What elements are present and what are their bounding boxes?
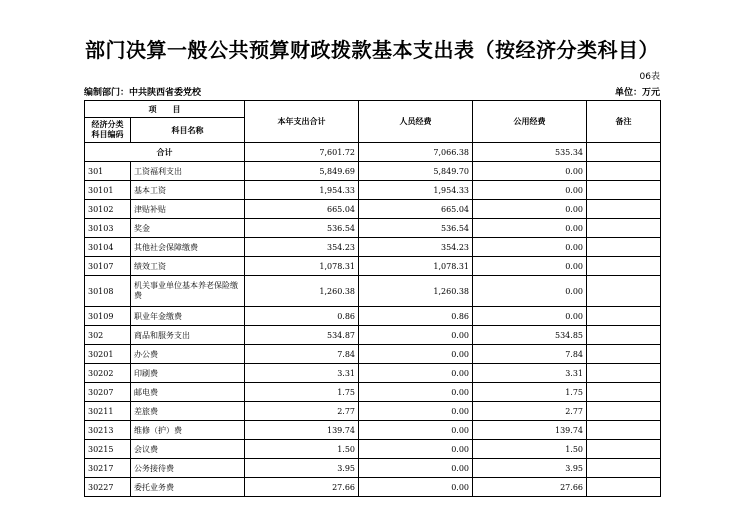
row-personnel: 1,260.38 [359, 276, 473, 307]
header-personnel: 人员经费 [359, 101, 473, 143]
row-personnel: 0.00 [359, 345, 473, 364]
row-name: 工资福利支出 [131, 162, 245, 181]
row-public: 0.00 [473, 238, 587, 257]
row-total: 27.66 [245, 478, 359, 497]
row-note [587, 326, 661, 345]
row-code: 30103 [85, 219, 131, 238]
header-name: 科目名称 [131, 118, 245, 143]
summary-personnel: 7,066.38 [359, 143, 473, 162]
row-name: 其他社会保障缴费 [131, 238, 245, 257]
table-row [85, 219, 661, 238]
row-name: 基本工资 [131, 181, 245, 200]
row-name: 会议费 [131, 440, 245, 459]
row-total: 1,078.31 [245, 257, 359, 276]
row-personnel: 0.00 [359, 440, 473, 459]
row-name: 委托业务费 [131, 478, 245, 497]
row-public: 3.31 [473, 364, 587, 383]
row-code: 30227 [85, 478, 131, 497]
row-code: 30207 [85, 383, 131, 402]
row-public: 0.00 [473, 257, 587, 276]
row-note [587, 402, 661, 421]
row-code: 301 [85, 162, 131, 181]
row-name: 奖金 [131, 219, 245, 238]
row-personnel: 665.04 [359, 200, 473, 219]
row-name: 公务接待费 [131, 459, 245, 478]
row-personnel: 0.00 [359, 364, 473, 383]
report-title: 部门决算一般公共预算财政拨款基本支出表（按经济分类科目） [85, 38, 659, 62]
row-total: 2.77 [245, 402, 359, 421]
row-public: 7.84 [473, 345, 587, 364]
row-code: 30101 [85, 181, 131, 200]
row-total: 7.84 [245, 345, 359, 364]
table-row [85, 276, 661, 307]
row-total: 3.95 [245, 459, 359, 478]
row-public: 139.74 [473, 421, 587, 440]
table-row [85, 345, 661, 364]
summary-label: 合计 [85, 143, 245, 162]
form-number: 06表 [639, 72, 660, 82]
header-note: 备注 [587, 101, 661, 143]
compiling-unit: 编制部门：中共陕西省委党校 [84, 88, 202, 98]
row-public: 0.00 [473, 162, 587, 181]
row-name: 维修（护）费 [131, 421, 245, 440]
header-row-1 [85, 101, 661, 118]
row-name: 商品和服务支出 [131, 326, 245, 345]
summary-note [587, 143, 661, 162]
row-code: 30102 [85, 200, 131, 219]
row-personnel: 536.54 [359, 219, 473, 238]
row-total: 536.54 [245, 219, 359, 238]
table-row [85, 181, 661, 200]
table-row [85, 478, 661, 497]
row-public: 27.66 [473, 478, 587, 497]
row-name: 差旅费 [131, 402, 245, 421]
row-public: 0.00 [473, 307, 587, 326]
row-personnel: 0.86 [359, 307, 473, 326]
table-row [85, 238, 661, 257]
row-public: 1.75 [473, 383, 587, 402]
row-note [587, 345, 661, 364]
summary-public: 535.34 [473, 143, 587, 162]
row-total: 1.75 [245, 383, 359, 402]
row-total: 534.87 [245, 326, 359, 345]
table-row [85, 200, 661, 219]
row-note [587, 219, 661, 238]
row-personnel: 0.00 [359, 383, 473, 402]
table-row [85, 421, 661, 440]
row-public: 0.00 [473, 219, 587, 238]
row-name: 职业年金缴费 [131, 307, 245, 326]
row-personnel: 0.00 [359, 326, 473, 345]
row-total: 665.04 [245, 200, 359, 219]
row-personnel: 5,849.70 [359, 162, 473, 181]
row-total: 1.50 [245, 440, 359, 459]
row-note [587, 364, 661, 383]
row-code: 30202 [85, 364, 131, 383]
row-personnel: 1,954.33 [359, 181, 473, 200]
expenditure-table [84, 100, 661, 497]
row-personnel: 0.00 [359, 421, 473, 440]
row-name: 邮电费 [131, 383, 245, 402]
row-total: 1,260.38 [245, 276, 359, 307]
table-row [85, 402, 661, 421]
row-code: 30201 [85, 345, 131, 364]
row-total: 1,954.33 [245, 181, 359, 200]
row-public: 534.85 [473, 326, 587, 345]
row-note [587, 200, 661, 219]
row-code: 302 [85, 326, 131, 345]
row-public: 3.95 [473, 459, 587, 478]
row-note [587, 440, 661, 459]
row-personnel: 354.23 [359, 238, 473, 257]
row-code: 30104 [85, 238, 131, 257]
row-code: 30211 [85, 402, 131, 421]
row-note [587, 478, 661, 497]
row-total: 3.31 [245, 364, 359, 383]
table-row [85, 307, 661, 326]
row-public: 0.00 [473, 276, 587, 307]
row-note [587, 181, 661, 200]
row-public: 0.00 [473, 181, 587, 200]
header-code: 经济分类科目编码 [85, 118, 131, 143]
row-name: 津贴补贴 [131, 200, 245, 219]
row-total: 5,849.69 [245, 162, 359, 181]
row-public: 2.77 [473, 402, 587, 421]
row-total: 139.74 [245, 421, 359, 440]
table-row [85, 162, 661, 181]
row-note [587, 421, 661, 440]
row-note [587, 383, 661, 402]
summary-total: 7,601.72 [245, 143, 359, 162]
row-note [587, 276, 661, 307]
header-public: 公用经费 [473, 101, 587, 143]
table-row [85, 364, 661, 383]
row-personnel: 1,078.31 [359, 257, 473, 276]
row-note [587, 162, 661, 181]
row-code: 30215 [85, 440, 131, 459]
header-item: 项 目 [85, 101, 245, 118]
row-personnel: 0.00 [359, 478, 473, 497]
row-code: 30109 [85, 307, 131, 326]
summary-row [85, 143, 661, 162]
row-name: 办公费 [131, 345, 245, 364]
table-row [85, 383, 661, 402]
table-row [85, 257, 661, 276]
row-name: 机关事业单位基本养老保险缴费 [131, 276, 245, 307]
row-code: 30107 [85, 257, 131, 276]
row-note [587, 238, 661, 257]
row-public: 0.00 [473, 200, 587, 219]
row-total: 354.23 [245, 238, 359, 257]
table-row [85, 440, 661, 459]
table-row [85, 326, 661, 345]
row-note [587, 257, 661, 276]
row-total: 0.86 [245, 307, 359, 326]
row-note [587, 307, 661, 326]
row-code: 30213 [85, 421, 131, 440]
row-code: 30108 [85, 276, 131, 307]
header-total: 本年支出合计 [245, 101, 359, 143]
row-name: 绩效工资 [131, 257, 245, 276]
row-personnel: 0.00 [359, 459, 473, 478]
currency-unit: 单位：万元 [614, 88, 660, 98]
row-public: 1.50 [473, 440, 587, 459]
table-row [85, 459, 661, 478]
row-name: 印刷费 [131, 364, 245, 383]
row-note [587, 459, 661, 478]
row-personnel: 0.00 [359, 402, 473, 421]
row-code: 30217 [85, 459, 131, 478]
